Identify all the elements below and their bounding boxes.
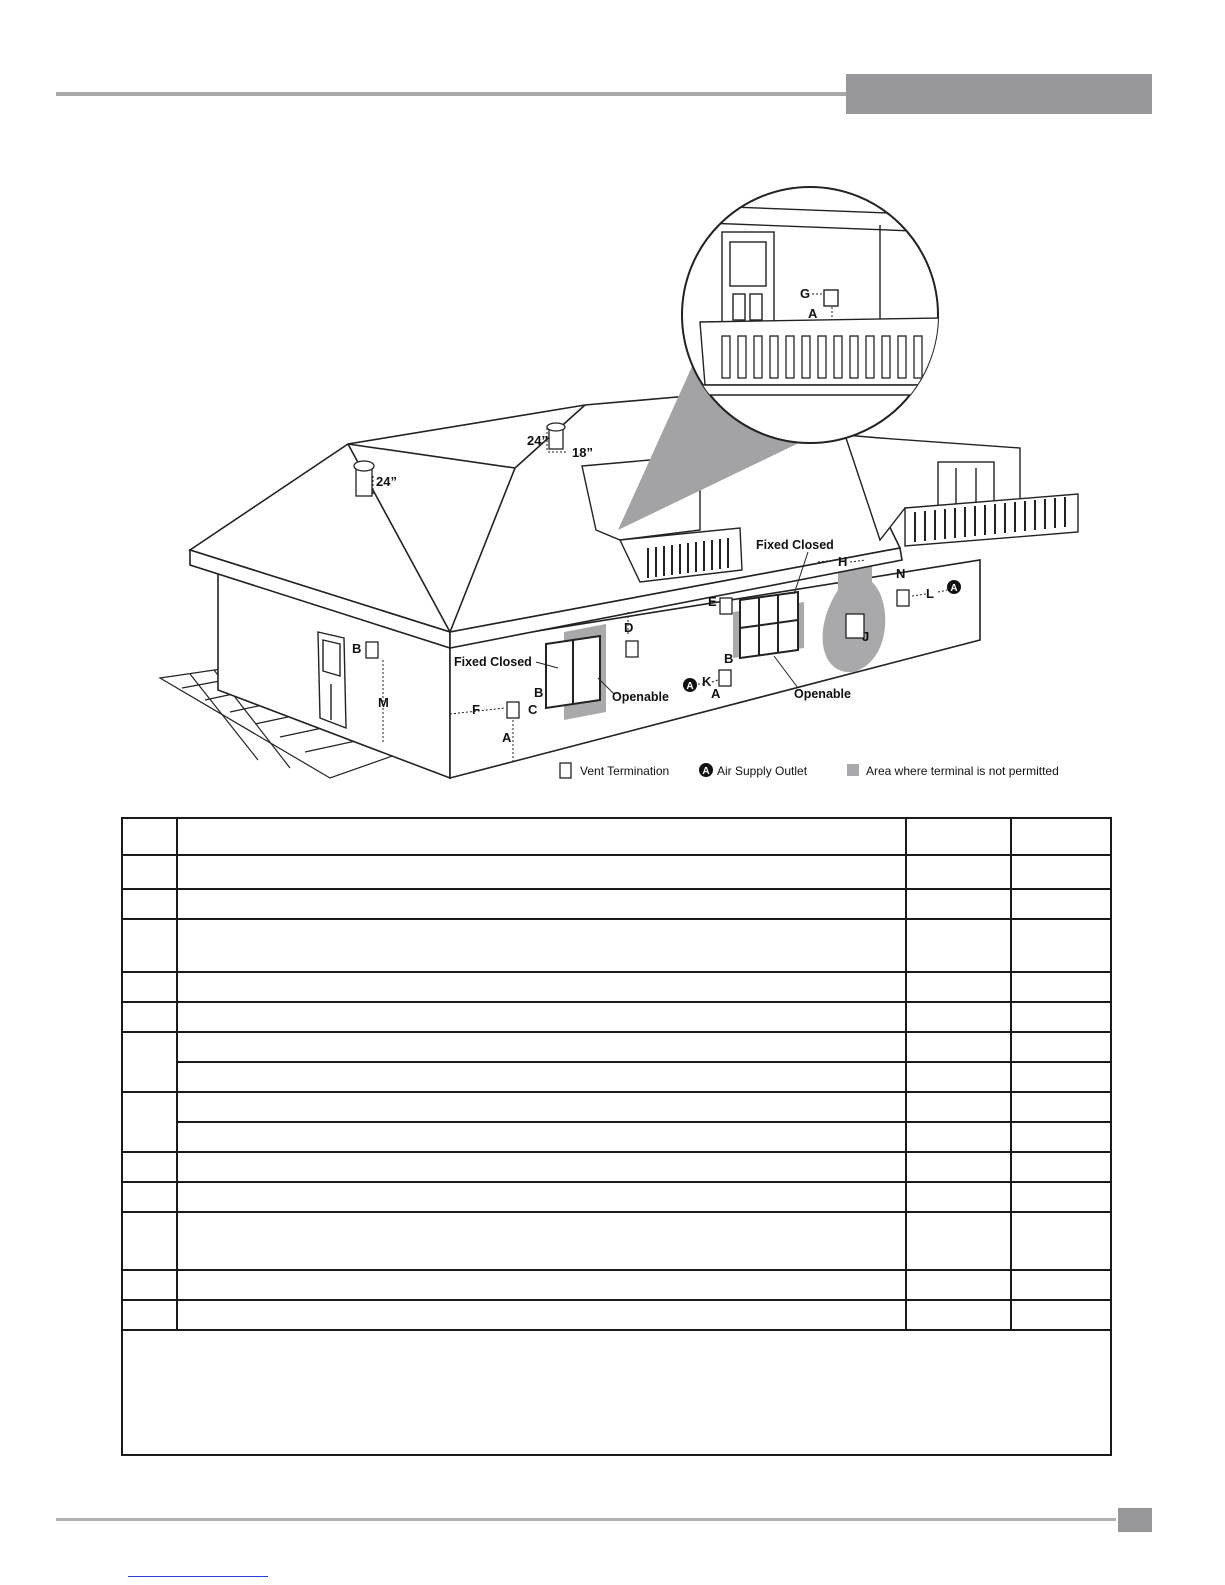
table-row <box>122 818 1111 855</box>
table-cell <box>177 919 906 972</box>
clearance-table <box>121 817 1112 1456</box>
table-cell <box>177 1002 906 1032</box>
table-row <box>122 1152 1111 1182</box>
table-cell <box>906 1122 1011 1152</box>
footer-link-underline[interactable] <box>128 1576 268 1577</box>
table-cell <box>177 855 906 889</box>
right-wing <box>845 435 1078 546</box>
table-cell <box>177 1300 906 1330</box>
table-cell-letter <box>122 1092 177 1152</box>
table-cell <box>177 1062 906 1092</box>
air-supply-outlet-2 <box>947 580 961 594</box>
chimney-left <box>354 461 374 496</box>
callout-f: F <box>472 702 480 717</box>
table-cell-letter <box>122 1270 177 1300</box>
table-row <box>122 1182 1111 1212</box>
table-row <box>122 1122 1111 1152</box>
table-cell <box>1011 1032 1111 1062</box>
table-cell <box>1011 889 1111 919</box>
table-cell <box>906 1300 1011 1330</box>
table-cell <box>1011 855 1111 889</box>
window-right <box>740 592 798 658</box>
table-cell <box>906 1062 1011 1092</box>
table-row <box>122 972 1111 1002</box>
callout-b-right: B <box>724 651 734 666</box>
table-cell-letter <box>122 1300 177 1330</box>
table-row <box>122 919 1111 972</box>
entry-door <box>318 632 346 728</box>
callout-e: E <box>708 594 717 609</box>
legend <box>560 763 1059 778</box>
window-left <box>546 636 600 708</box>
svg-text:A: A <box>950 583 958 594</box>
table-cell-letter <box>122 1152 177 1182</box>
callout-b-window: B <box>534 685 544 700</box>
table-row <box>122 889 1111 919</box>
callout-c: C <box>528 702 538 717</box>
table-cell <box>906 1270 1011 1300</box>
table-cell-letter <box>122 972 177 1002</box>
svg-text:A: A <box>702 766 710 777</box>
callout-a-ground: A <box>502 730 512 745</box>
table-cell <box>1011 1062 1111 1092</box>
table-cell <box>906 1092 1011 1122</box>
table-cell <box>1011 1300 1111 1330</box>
table-cell <box>1011 1002 1111 1032</box>
table-cell <box>177 1092 906 1122</box>
table-cell <box>906 1002 1011 1032</box>
table-cell <box>1011 1092 1111 1122</box>
table-cell <box>906 1212 1011 1270</box>
table-cell <box>1011 1152 1111 1182</box>
callout-n: N <box>896 566 906 581</box>
callout-a-zoom: A <box>808 306 818 321</box>
footer-rule <box>56 1518 1116 1521</box>
label-openable-right: Openable <box>794 687 851 701</box>
table-row <box>122 1270 1111 1300</box>
table-cell <box>906 889 1011 919</box>
table-row <box>122 855 1111 889</box>
table-cell-letter <box>122 889 177 919</box>
callout-h: H <box>838 554 848 569</box>
svg-text:A: A <box>686 681 694 692</box>
table-cell <box>906 972 1011 1002</box>
table-cell <box>1011 972 1111 1002</box>
table-cell-letter <box>122 1182 177 1212</box>
callout-l: L <box>926 586 934 601</box>
table-notes-row <box>122 1330 1111 1455</box>
air-supply-outlet-1 <box>683 678 697 692</box>
table-cell-letter <box>122 855 177 889</box>
callout-g: G <box>800 286 811 301</box>
table-cell <box>1011 1212 1111 1270</box>
label-openable-left: Openable <box>612 690 669 704</box>
table-cell-letter <box>122 1212 177 1270</box>
table-cell <box>177 818 906 855</box>
table-cell <box>1011 1270 1111 1300</box>
legend-vent-label: Vent Termination <box>580 764 670 778</box>
callout-a-right: A <box>711 686 721 701</box>
table-cell <box>177 1122 906 1152</box>
table-cell <box>906 855 1011 889</box>
label-fixed-closed-left: Fixed Closed <box>454 655 532 669</box>
table-cell <box>906 1182 1011 1212</box>
table-cell-letter <box>122 1032 177 1092</box>
table-cell <box>906 818 1011 855</box>
legend-restricted-label: Area where terminal is not permitted <box>866 764 1059 778</box>
table-cell <box>177 1182 906 1212</box>
table-cell <box>1011 919 1111 972</box>
table-row <box>122 1300 1111 1330</box>
table-cell-letter <box>122 1002 177 1032</box>
table-cell <box>177 889 906 919</box>
table-row <box>122 1062 1111 1092</box>
dim-chimney-top-offset: 18” <box>572 445 593 460</box>
table-cell <box>906 1152 1011 1182</box>
table-cell <box>177 1032 906 1062</box>
table-cell <box>177 1212 906 1270</box>
table-row <box>122 1092 1111 1122</box>
table-row <box>122 1212 1111 1270</box>
table-cell <box>1011 818 1111 855</box>
table-cell <box>177 1270 906 1300</box>
table-cell <box>906 919 1011 972</box>
callout-m: M <box>378 695 389 710</box>
table-cell-letter <box>122 818 177 855</box>
footer-page-tab <box>1118 1508 1152 1532</box>
table-cell <box>177 972 906 1002</box>
table-cell-letter <box>122 919 177 972</box>
table-cell <box>1011 1182 1111 1212</box>
chimney-top <box>547 423 565 449</box>
callout-b-door: B <box>352 641 362 656</box>
table-cell <box>177 1152 906 1182</box>
table-cell <box>906 1032 1011 1062</box>
dim-chimney-top-height: 24” <box>527 433 548 448</box>
table-cell <box>1011 1122 1111 1152</box>
table-row <box>122 1002 1111 1032</box>
callout-d: D <box>624 620 634 635</box>
label-fixed-closed-right: Fixed Closed <box>756 538 834 552</box>
table-notes <box>122 1330 1111 1455</box>
legend-air-label: Air Supply Outlet <box>717 764 808 778</box>
legend-vent-icon <box>560 763 571 778</box>
callout-j: J <box>862 629 870 644</box>
dim-chimney-left: 24” <box>376 474 397 489</box>
callout-k: K <box>702 674 712 689</box>
table-row <box>122 1032 1111 1062</box>
legend-restricted-swatch <box>847 764 859 776</box>
